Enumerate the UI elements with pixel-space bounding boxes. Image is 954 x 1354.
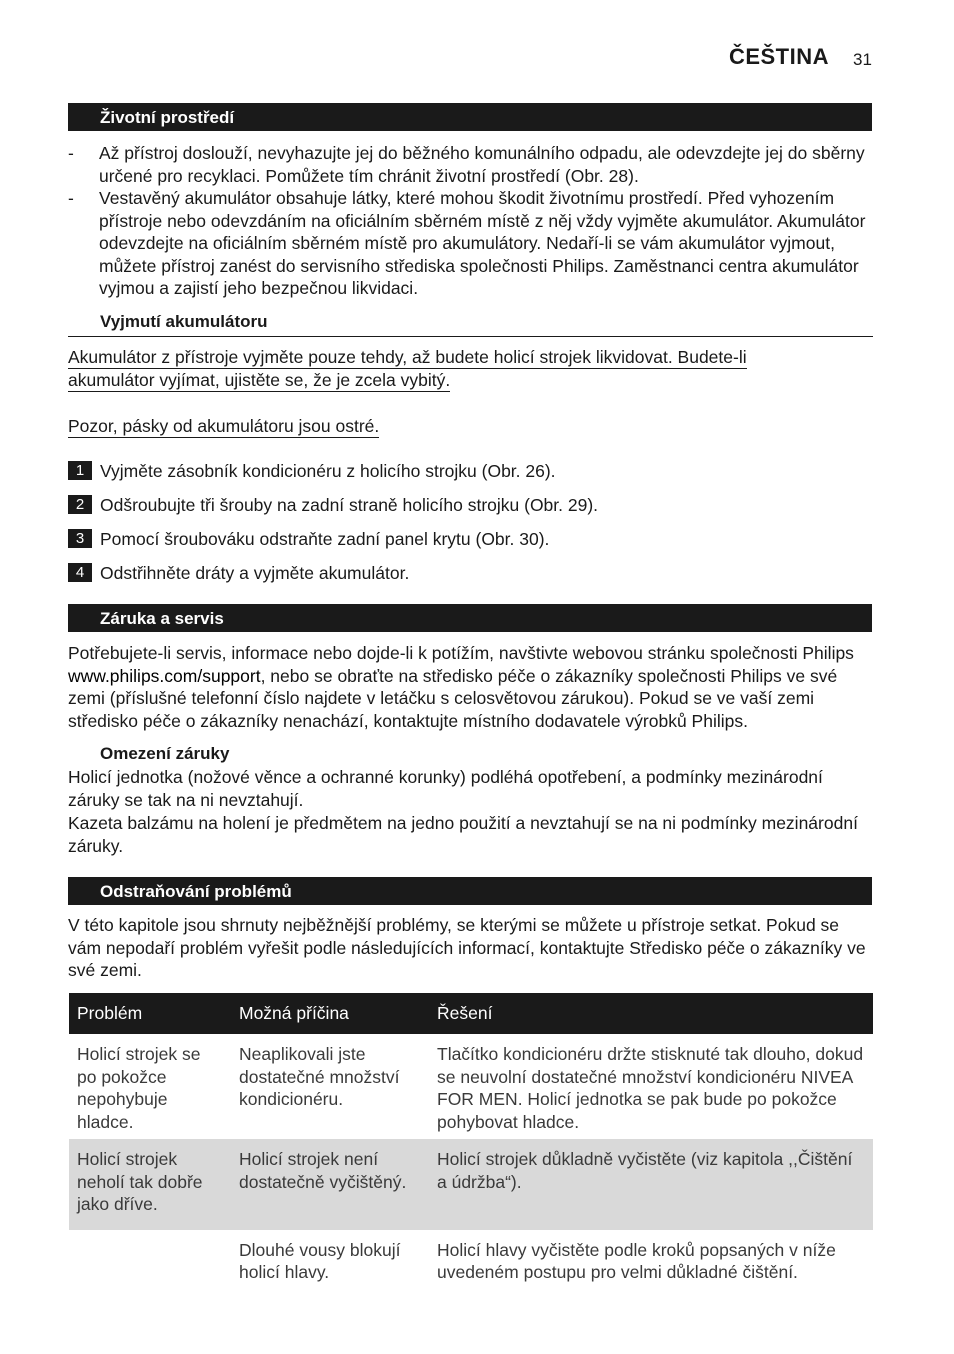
step-text: Pomocí šroubováku odstraňte zadní panel krytu (Obr. 30). (100, 529, 550, 549)
section-bar-troubleshooting: Odstraňování problémů (68, 877, 872, 905)
warning-text (68, 369, 828, 392)
step-text: Odstřihněte dráty a vyjměte akumulátor. (100, 563, 410, 583)
table-cell: Holicí strojek se po pokožce nepohybuje hladce. (77, 1044, 201, 1132)
caution-text (68, 415, 828, 438)
warranty-text-b: , nebo se obraťte na středisko péče o zákazníky společnosti Philips ve své zemi (příslušné telefonní číslo najdete v letáčku s celosvětovou zárukou). Pokud se ve vaší zemi středisko péče o zákazníky nenachází, kontaktujte místního dodavatele výrobků Philips. (68, 665, 838, 731)
table-cell: Holicí strojek neholí tak dobře jako dříve. (69, 1139, 231, 1230)
caution-line: Pozor, pásky od akumulátoru jsou ostré. (68, 416, 380, 436)
table-cell: Holicí strojek není dostatečně vyčištěný. (231, 1139, 429, 1230)
subsection-title-battery: Vyjmutí akumulátoru (100, 312, 268, 331)
step-text: Odšroubujte tři šrouby na zadní straně holicího strojku (Obr. 29). (100, 495, 599, 515)
subsection-title-limits: Omezení záruky (100, 744, 230, 763)
table-cell: Holicí strojek důkladně vyčistěte (viz kapitola ,,Čištění a údržba“). (429, 1139, 873, 1230)
limits-paragraph-1: Holicí jednotka (nožové věnce a ochranné korunky) podléhá opotřebení, a podmínky mezinárodní záruky se tak na ni nevztahují. (68, 767, 823, 810)
step-text: Vyjměte zásobník kondicionéru z holicího strojku (Obr. 26). (100, 461, 556, 481)
warranty-paragraph (68, 642, 873, 732)
table-cell (69, 1230, 231, 1290)
language-heading: ČEŠTINA (728, 44, 829, 69)
bullet-text: Až přístroj doslouží, nevyhazujte jej do běžného komunálního odpadu, ale odevzdejte jej do sběrny určené pro recyklaci. Pomůžete tím chránit životní prostředí (Obr. 28). (99, 143, 865, 186)
step-number: 4 (68, 563, 92, 582)
limits-paragraph-2: Kazeta balzámu na holení je předmětem na jedno použití a nevztahují se na ni podmínky mezinárodní záruky. (68, 813, 858, 856)
troubleshooting-intro: V této kapitole jsou shrnuty nejběžnější problémy, se kterými se můžete u přístroje setkat. Pokud se vám nepodaří problém vyřešit podle následujících informací, kontaktujte Středisko péče o zákazníky ve své zemi. (68, 915, 866, 980)
table-cell: Holicí hlavy vyčistěte podle kroků popsaných v níže uvedeném postupu pro velmi důkladné čištění. (437, 1239, 836, 1282)
list-item (68, 187, 868, 300)
warning-line-2: akumulátor vyjímat, ujistěte se, že je zcela vybitý. (68, 370, 451, 390)
section-bar-warranty: Záruka a servis (68, 604, 872, 632)
table-header-row (69, 993, 873, 1034)
section-bar-environment: Životní prostředí (68, 103, 872, 131)
list-item (68, 142, 868, 187)
bullet-dash: - (68, 143, 74, 163)
table-cell: Tlačítko kondicionéru držte stisknuté tak dlouho, dokud se neuvolní dostatečné množství kondicionéru NIVEA FOR MEN. Holicí jednotka se pak bude po pokožce pohybovat hladce. (437, 1044, 864, 1132)
page-number: 31 (853, 50, 872, 69)
bullet-text: Vestavěný akumulátor obsahuje látky, které mohou škodit životnímu prostředí. Před vyhozením přístroje nebo odevzdáním na oficiálním sběrném místě z něj vždy vyjměte akumulátor. Akumulátor odevzdejte na oficiálním sběrném místě pro akumulátory. Nedaří-li se vám akumulátor vyjmout, můžete přístroj zanést do servisního střediska společnosti Philips. Zaměstnanci centra akumulátor vyjmou a zajistí jeho bezpečnou likvidaci. (99, 188, 866, 298)
column-header-solution: Řešení (429, 993, 873, 1034)
column-header-cause: Možná příčina (231, 993, 429, 1034)
warning-text (68, 346, 828, 369)
table-cell: Neaplikovali jste dostatečné množství kondicionéru. (239, 1044, 400, 1109)
table-cell: Dlouhé vousy blokují holicí hlavy. (239, 1239, 401, 1282)
divider (68, 336, 873, 337)
troubleshooting-table (69, 993, 873, 1290)
step-number: 2 (68, 495, 92, 514)
warning-line-1: Akumulátor z přístroje vyjměte pouze tehdy, až budete holicí strojek likvidovat. Budete-li (68, 347, 747, 367)
column-header-problem: Problém (69, 993, 231, 1034)
support-link[interactable]: www.philips.com/support (68, 665, 261, 686)
step-number: 3 (68, 529, 92, 548)
table-row (69, 1139, 873, 1230)
bullet-dash: - (68, 188, 74, 208)
table-row (69, 1230, 873, 1290)
step-number: 1 (68, 461, 92, 480)
warranty-text-a: Potřebujete-li servis, informace nebo dojde-li k potížím, navštivte webovou stránku společnosti Philips (68, 643, 854, 663)
table-row (69, 1034, 873, 1139)
